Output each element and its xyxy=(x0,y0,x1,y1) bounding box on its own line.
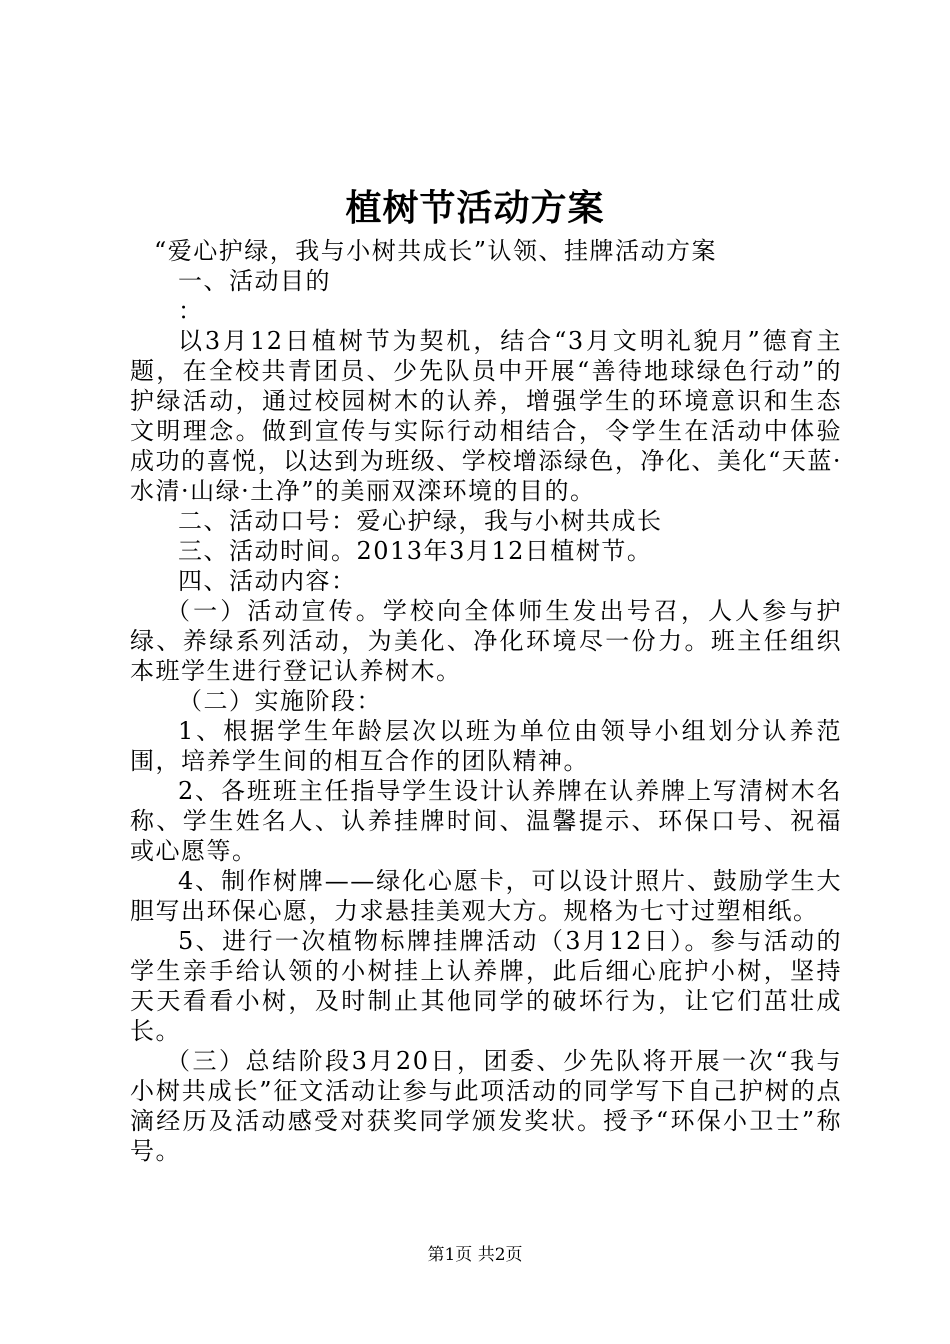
implementation-item-1: 1、根据学生年龄层次以班为单位由领导小组划分认养范围，培养学生间的相互合作的团队精神。 xyxy=(130,717,842,775)
implementation-item-5: 5、进行一次植物标牌挂牌活动（3月12日）。参与活动的学生亲手给认领的小树挂上认养牌，此后细心庇护小树，坚持天天看看小树，及时制止其他同学的破坏行为，让它们茁壮成长。 xyxy=(130,927,842,1045)
colon-line: ： xyxy=(178,297,204,325)
section-heading-purpose: 一、活动目的 xyxy=(178,267,331,295)
content-paragraph-summary: （三）总结阶段3月20日，团委、少先队将开展一次“我与小树共成长”征文活动让参与此项活动的同学写下自己护树的点滴经历及活动感受对获奖同学颁发奖状。授予“环保小卫士”称号。 xyxy=(130,1047,842,1165)
section-heading-content: 四、活动内容： xyxy=(178,567,357,595)
section-heading-time: 三、活动时间。2013年3月12日植树节。 xyxy=(178,537,653,565)
content-heading-implementation: （二）实施阶段： xyxy=(178,687,382,715)
document-title: 植树节活动方案 xyxy=(345,187,605,229)
content-paragraph-publicity: （一）活动宣传。学校向全体师生发出号召，人人参与护绿、养绿系列活动，为美化、净化环境尽一份力。班主任组织本班学生进行登记认养树木。 xyxy=(130,597,842,685)
implementation-item-2: 2、各班班主任指导学生设计认养牌在认养牌上写清树木名称、学生姓名人、认养挂牌时间、温馨提示、环保口号、祝福或心愿等。 xyxy=(130,777,842,865)
purpose-paragraph: 以3月12日植树节为契机，结合“3月文明礼貌月”德育主题，在全校共青团员、少先队员中开展“善待地球绿色行动”的护绿活动，通过校园树木的认养，增强学生的环境意识和生态文明理念。做到宣传与实际行动相结合，令学生在活动中体验成功的喜悦，以达到为班级、学校增添绿色，净化、美化“天蓝·水清·山绿·土净”的美丽双滦环境的目的。 xyxy=(130,327,842,505)
page-footer: 第1页 共2页 xyxy=(427,1245,523,1265)
implementation-item-4: 4、制作树牌——绿化心愿卡，可以设计照片、鼓励学生大胆写出环保心愿，力求悬挂美观大方。规格为七寸过塑相纸。 xyxy=(130,867,842,925)
document-body xyxy=(130,236,842,1166)
subtitle-paragraph: “爱心护绿，我与小树共成长”认领、挂牌活动方案 xyxy=(154,237,718,265)
section-heading-slogan: 二、活动口号：爱心护绿，我与小树共成长 xyxy=(178,507,663,535)
